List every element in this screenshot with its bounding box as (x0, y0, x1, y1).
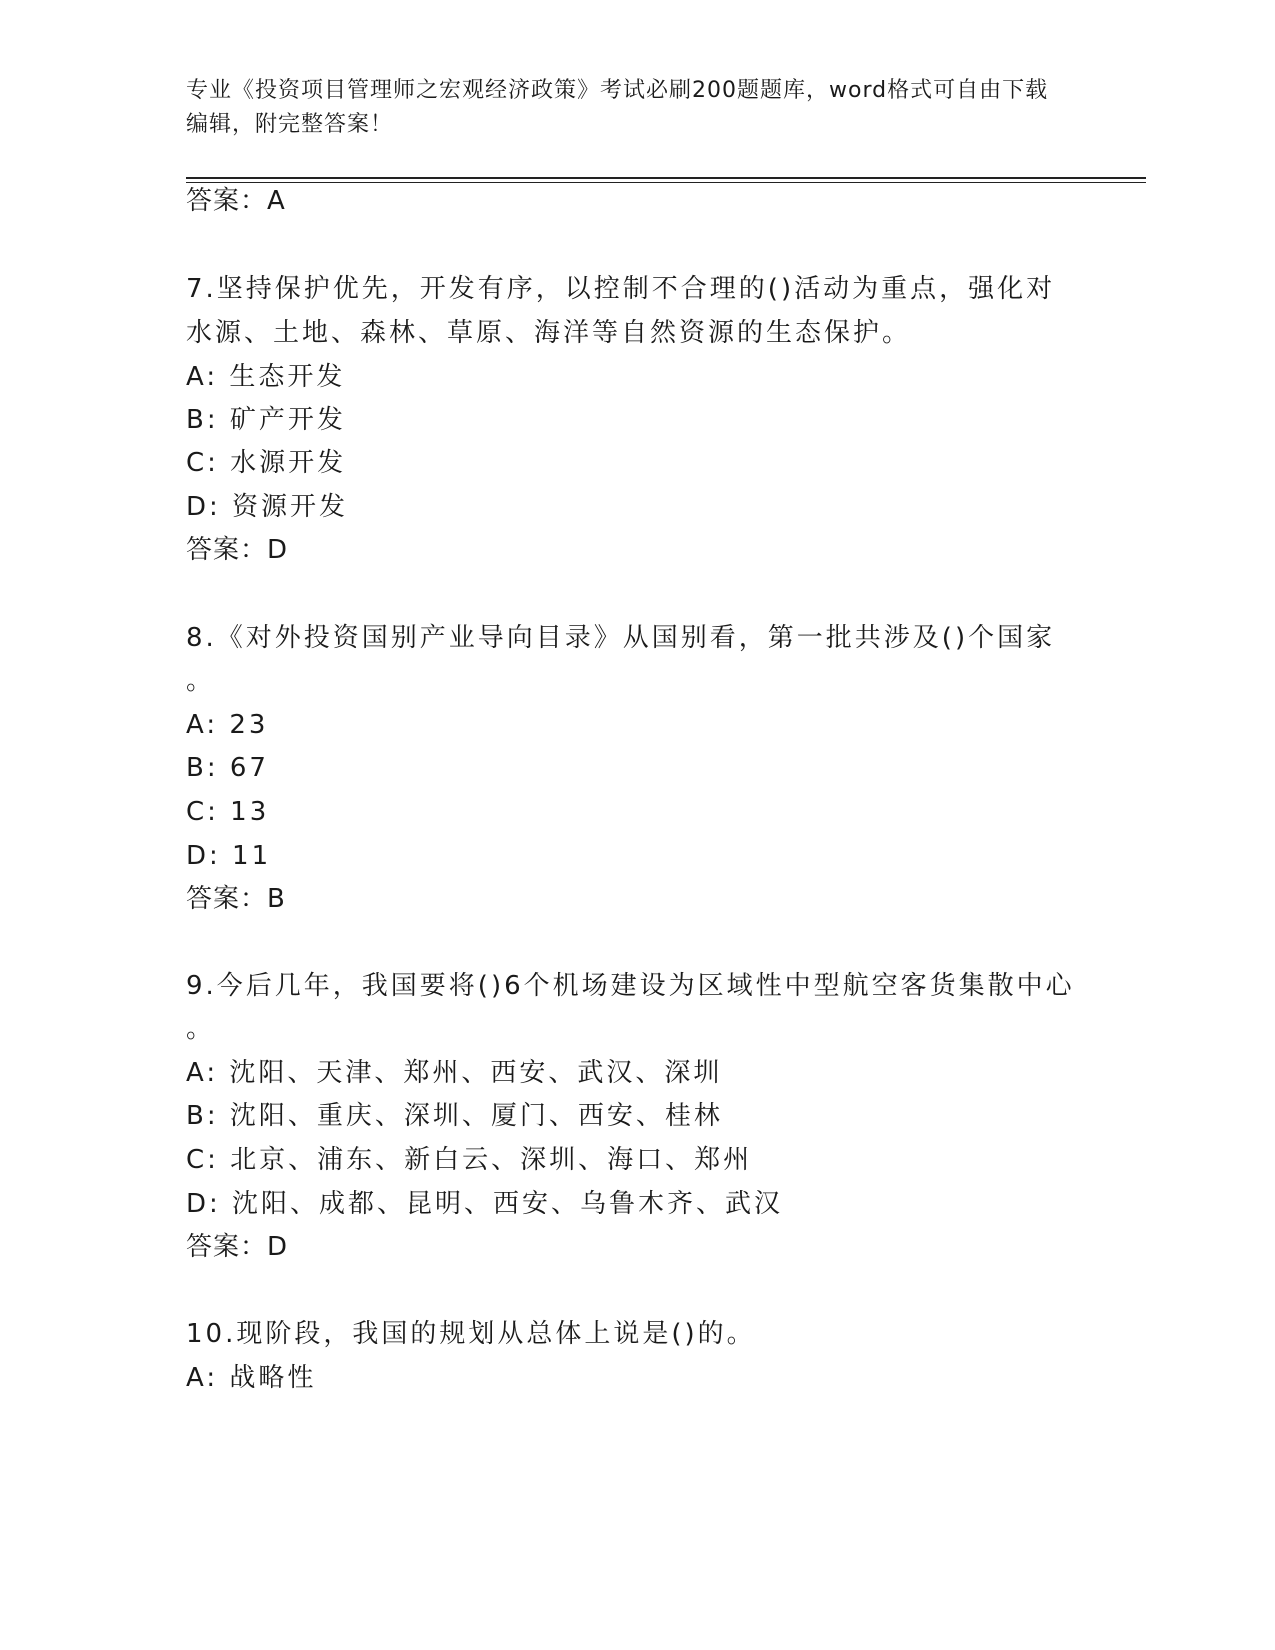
question-8-option-c: C: 13 (186, 797, 270, 827)
question-7-option-a: A: 生态开发 (186, 362, 346, 392)
question-9-text-line-1: 9.今后几年，我国要将()6个机场建设为区域性中型航空客货集散中心 (186, 971, 1075, 1001)
question-8-text-line-1: 8.《对外投资国别产业导向目录》从国别看，第一批共涉及()个国家 (186, 623, 1056, 653)
question-8-text-line-2: 。 (186, 666, 216, 696)
question-9-option-d: D: 沈阳、成都、昆明、西安、乌鲁木齐、武汉 (186, 1189, 784, 1219)
answer-9: 答案：D (186, 1232, 289, 1262)
question-7-option-c: C: 水源开发 (186, 448, 347, 478)
answer-8: 答案：B (186, 884, 286, 914)
question-7-text-line-2: 水源、土地、森林、草原、海洋等自然资源的生态保护。 (186, 318, 912, 348)
question-8-option-a: A: 23 (186, 710, 269, 740)
question-9-option-a: A: 沈阳、天津、郑州、西安、武汉、深圳 (186, 1058, 723, 1088)
question-9-option-b: B: 沈阳、重庆、深圳、厦门、西安、桂林 (186, 1101, 723, 1131)
question-8-option-b: B: 67 (186, 753, 269, 783)
question-7-option-b: B: 矿产开发 (186, 405, 346, 435)
document-header: 专业《投资项目管理师之宏观经济政策》考试必刷200题题库，word格式可自由下载编辑，附完整答案！ (186, 78, 1049, 137)
question-9-option-c: C: 北京、浦东、新白云、深圳、海口、郑州 (186, 1145, 753, 1175)
answer-7: 答案：D (186, 535, 289, 565)
question-10-option-a: A: 战略性 (186, 1363, 317, 1393)
answer-6: 答案：A (186, 186, 286, 216)
header-rule-thin (186, 182, 1146, 183)
question-8-option-d: D: 11 (186, 841, 272, 871)
question-10-text-line-1: 10.现阶段，我国的规划从总体上说是()的。 (186, 1319, 756, 1349)
question-7-option-d: D: 资源开发 (186, 492, 349, 522)
question-7-text-line-1: 7.坚持保护优先，开发有序，以控制不合理的()活动为重点，强化对 (186, 274, 1056, 304)
question-9-text-line-2: 。 (186, 1014, 216, 1044)
header-rule-thick (186, 177, 1146, 179)
